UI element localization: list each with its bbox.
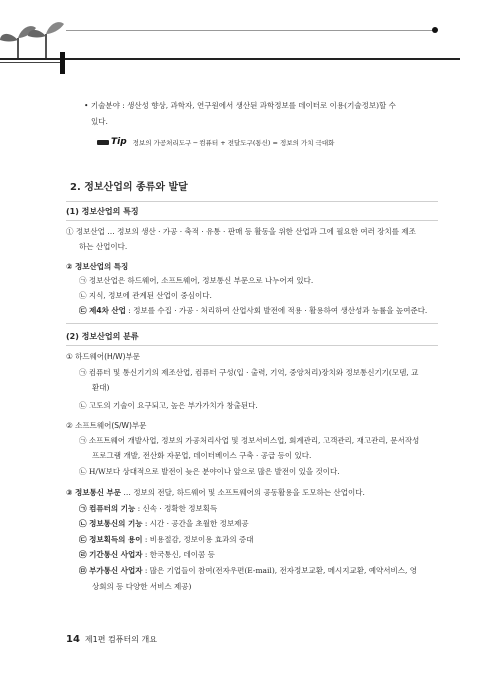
- tel-c: [79, 535, 253, 545]
- divider: [66, 201, 438, 202]
- header-rule-secondary: [0, 62, 64, 63]
- tel-e-line2: 상회의 등 다양한 서비스 제공): [92, 582, 192, 591]
- tel-e-text1: : 많은 기업들이 참여(전자우편(E-mail), 전자정보교환, 메시지교환, 예약서비스, 영: [142, 566, 417, 575]
- tel-c-label: ㉢ 정보획득의 용이: [79, 535, 143, 544]
- tel-title: [66, 488, 365, 498]
- intro-text: 기술분야 : 생산성 향상, 과학자, 연구원에서 생산된 과학정보를 데이터로 이용(기술정보)할 수: [90, 101, 396, 110]
- tel-b: [79, 519, 249, 529]
- divider: [66, 323, 438, 324]
- chapter-title: 제1편 컴퓨터의 개요: [84, 635, 157, 644]
- header-dot-icon: [432, 27, 438, 33]
- header-rule: [0, 58, 460, 60]
- tel-text: … 정보의 전달, 하드웨어 및 소프트웨어의 공동활용을 도모하는 산업이다.: [121, 488, 365, 497]
- tel-c-text: : 비용절감, 정보이용 효과의 증대: [142, 535, 254, 544]
- part1-item2-a: ㉠ 정보산업은 하드웨어, 소프트웨어, 정보통신 부문으로 나누어져 있다.: [79, 276, 314, 285]
- section-title: 2. 정보산업의 종류와 발달: [70, 182, 188, 193]
- page-number: 14: [66, 634, 80, 645]
- header-bar: [60, 52, 65, 74]
- sw-title: ② 소프트웨어(S/W)부문: [66, 421, 147, 430]
- tel-b-text: : 시간 · 공간을 초월한 정보제공: [142, 519, 249, 528]
- tip-pen-icon: [97, 137, 127, 147]
- part1-title: (1) 정보산업의 특징: [66, 207, 139, 216]
- tel-a-label: ㉠ 컴퓨터의 기능: [79, 504, 136, 513]
- page-footer: [66, 634, 157, 645]
- sw-b: ㉡ H/W보다 상대적으로 발전이 늦은 분야이나 앞으로 많은 발전이 있을 것이다.: [79, 467, 340, 476]
- part1-item1-line2: 하는 산업이다.: [79, 242, 128, 251]
- sw-a-line1: ㉠ 소프트웨어 개발사업, 정보의 가공처리사업 및 정보서비스업, 회계관리, 고객관리, 재고관리, 문서작성: [79, 436, 420, 445]
- intro-line-2: 있다.: [91, 117, 108, 126]
- tel-d-label: ㉣ 기간통신 사업자: [79, 550, 143, 559]
- sw-a-line2: 프로그램 개발, 전산화 자문업, 데이터베이스 구축 · 공급 등이 있다.: [92, 451, 312, 460]
- part1-item2-b: ㉡ 지식, 정보에 관계된 산업이 중심이다.: [79, 291, 212, 300]
- part1-item2-c-label: ㉢ 제4차 산업: [79, 306, 126, 315]
- tel-a-text: : 신속 · 정확한 정보획득: [135, 504, 218, 513]
- tel-e-line1: [79, 566, 417, 576]
- hw-a-line1: ㉠ 컴퓨터 및 통신기기의 제조산업, 컴퓨터 구성(입 · 출력, 기억, 중앙처리)장치와 정보통신기기(모뎀, 교: [79, 368, 419, 377]
- divider: [66, 345, 438, 346]
- tip-box: [97, 135, 334, 149]
- intro-line-1: [84, 101, 396, 111]
- tel-label: ③ 정보통신 부문: [66, 488, 122, 497]
- tip-text: 정보의 가공처리도구 ─ 컴퓨터 + 전달도구(통신) = 정보의 가치 극대화: [132, 138, 335, 147]
- part1-item2-c-text: : 정보를 수집 · 가공 · 처리하여 산업사회 발전에 적용 · 활용하여 생산성과 능률을 높여준다.: [125, 306, 428, 315]
- part1-item2-title: ② 정보산업의 특징: [66, 262, 129, 271]
- page-header: [0, 0, 500, 80]
- tel-d-text: : 한국통신, 데이콤 등: [142, 550, 215, 559]
- divider: [66, 220, 438, 221]
- part1-item1-line1: ① 정보산업 … 정보의 생산 · 가공 · 축적 · 유통 · 판매 등 활동을 위한 산업과 그에 필요한 여러 장치를 제조: [66, 227, 416, 236]
- bullet: •: [84, 101, 89, 110]
- tip-label: Tip: [111, 137, 127, 147]
- tel-b-label: ㉡ 정보통신의 기능: [79, 519, 143, 528]
- hw-b: ㉡ 고도의 기술이 요구되고, 높은 부가가치가 창출된다.: [79, 401, 258, 410]
- part2-title: (2) 정보산업의 분류: [66, 332, 139, 341]
- hw-title: ① 하드웨어(H/W)부문: [66, 352, 141, 361]
- hw-a-line2: 환대): [92, 383, 110, 392]
- tel-a: [79, 504, 217, 514]
- part1-item2-c: [79, 306, 427, 316]
- tel-e-label: ㉤ 부가통신 사업자: [79, 566, 143, 575]
- tel-d: [79, 550, 215, 560]
- header-thin-rule: [66, 30, 436, 31]
